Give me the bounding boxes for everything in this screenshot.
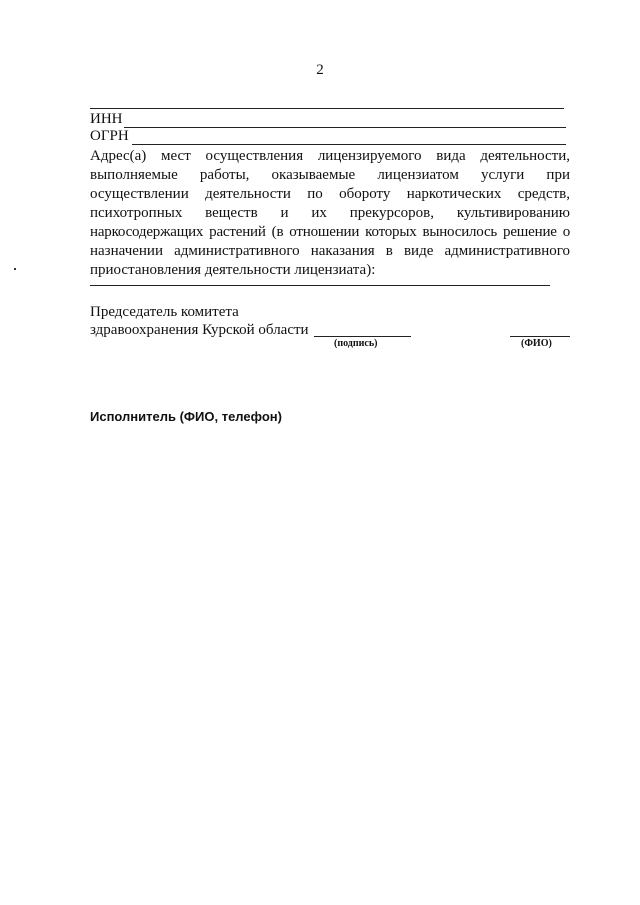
inn-label: ИНН xyxy=(90,111,123,127)
address-line-5: наркосодержащих растений (в отношении которых выносилось решение о xyxy=(90,224,570,240)
ogrn-label: ОГРН xyxy=(90,128,129,144)
page-number: 2 xyxy=(316,62,324,78)
top-rule xyxy=(90,108,564,109)
ogrn-line[interactable] xyxy=(132,144,566,145)
address-line-2: выполняемые работы, оказываемые лицензиатом услуги при xyxy=(90,167,570,183)
name-line[interactable] xyxy=(510,336,570,337)
address-answer-line[interactable] xyxy=(90,285,550,286)
signatory-title-line-2: здравоохранения Курской области xyxy=(90,322,309,338)
inn-line[interactable] xyxy=(124,127,566,128)
address-line-1: Адрес(а) мест осуществления лицензируемого вида деятельности, xyxy=(90,148,570,164)
address-line-7: приостановления деятельности лицензиата): xyxy=(90,262,376,278)
signature-caption: (подпись) xyxy=(334,338,378,349)
margin-mark xyxy=(14,268,16,270)
signature-line[interactable] xyxy=(314,336,411,337)
address-line-3: осуществлении деятельности по обороту наркотических средств, xyxy=(90,186,570,202)
address-paragraph xyxy=(90,147,570,280)
address-line-4: психотропных веществ и их прекурсоров, культивированию xyxy=(90,205,570,221)
performer-label: Исполнитель (ФИО, телефон) xyxy=(90,409,282,424)
signatory-title-line-1: Председатель комитета xyxy=(90,304,239,320)
name-caption: (ФИО) xyxy=(521,338,552,349)
address-line-6: назначении административного наказания в виде административного xyxy=(90,243,570,259)
